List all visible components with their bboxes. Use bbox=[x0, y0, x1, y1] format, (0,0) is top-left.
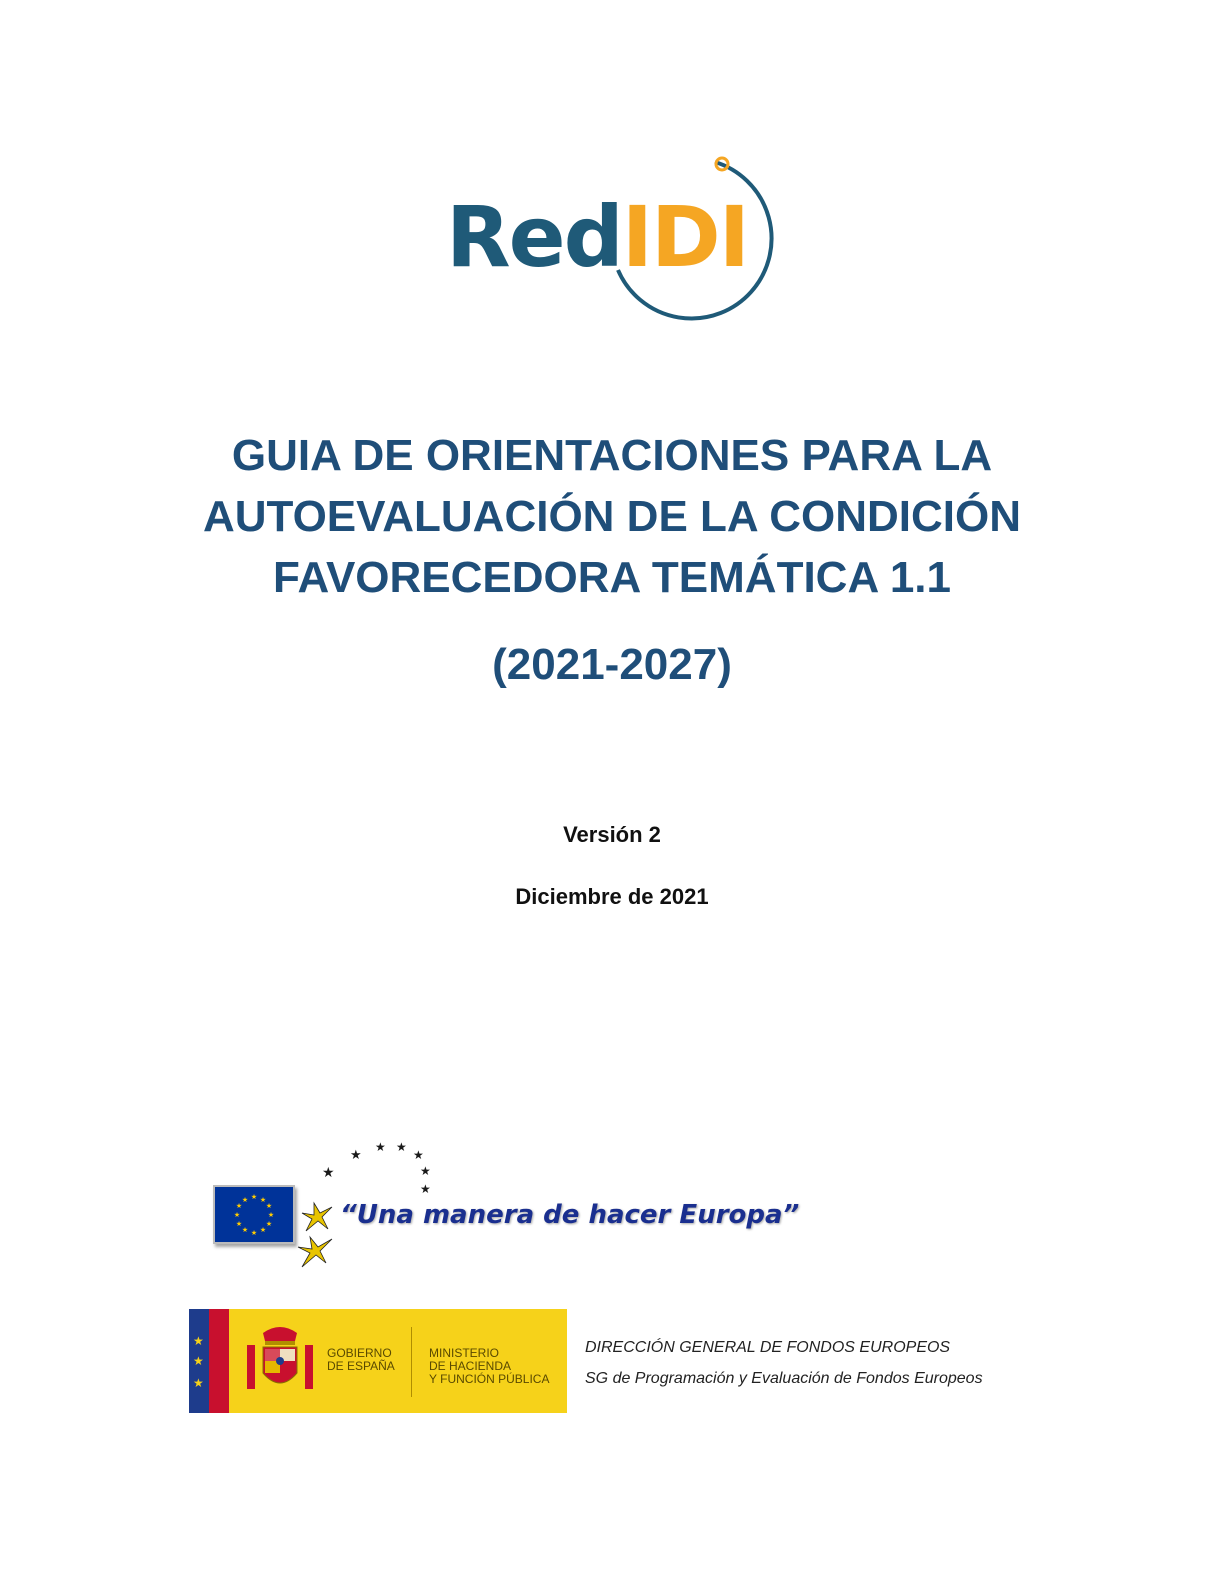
svg-text:★: ★ bbox=[265, 1221, 273, 1228]
svg-text:★: ★ bbox=[250, 1194, 258, 1201]
eu-slogan: “Una manera de hacer Europa” bbox=[340, 1200, 800, 1230]
logo-red-text: Red bbox=[446, 188, 622, 286]
logo-idi-text: IDI bbox=[621, 188, 749, 286]
gobierno-text bbox=[327, 1347, 395, 1373]
svg-text:★: ★ bbox=[322, 1164, 335, 1180]
svg-text:★: ★ bbox=[259, 1227, 267, 1234]
eu-flag-icon bbox=[213, 1185, 295, 1244]
version-label: Versión 2 bbox=[563, 822, 661, 847]
svg-text:★: ★ bbox=[259, 1197, 267, 1204]
eu-spain-flag-strip: ★ ★ ★ bbox=[189, 1309, 229, 1413]
svg-text:★: ★ bbox=[235, 1203, 243, 1210]
ministerio-line-2: DE HACIENDA bbox=[429, 1359, 512, 1373]
svg-text:★: ★ bbox=[250, 1230, 258, 1237]
svg-text:★: ★ bbox=[233, 1212, 241, 1219]
svg-text:★: ★ bbox=[267, 1212, 275, 1219]
svg-text:★: ★ bbox=[241, 1197, 249, 1204]
redidi-logo bbox=[440, 150, 775, 325]
document-title bbox=[150, 425, 1074, 608]
title-line-3: FAVORECEDORA TEMÁTICA 1.1 bbox=[273, 553, 951, 602]
directorate-line-2: SG de Programación y Evaluación de Fondos Europeos bbox=[585, 1370, 983, 1387]
svg-text:★: ★ bbox=[350, 1147, 362, 1162]
title-line-1: GUIA DE ORIENTACIONES PARA LA bbox=[231, 431, 993, 480]
directorate-text bbox=[585, 1332, 983, 1394]
svg-text:★: ★ bbox=[413, 1148, 424, 1162]
ministerio-text bbox=[429, 1347, 549, 1386]
eu-feder-logo bbox=[210, 1135, 800, 1275]
logo-divider bbox=[411, 1327, 412, 1397]
svg-text:★: ★ bbox=[375, 1140, 386, 1154]
coat-of-arms-icon bbox=[241, 1321, 319, 1401]
svg-text:★: ★ bbox=[420, 1164, 431, 1178]
svg-text:★: ★ bbox=[420, 1182, 431, 1196]
gobierno-espana-logo bbox=[189, 1309, 567, 1413]
period-years: (2021-2027) bbox=[492, 640, 732, 689]
redidi-wordmark bbox=[446, 188, 749, 286]
svg-text:★: ★ bbox=[241, 1227, 249, 1234]
title-line-2: AUTOEVALUACIÓN DE LA CONDICIÓN bbox=[202, 492, 1022, 541]
svg-text:★: ★ bbox=[235, 1221, 243, 1228]
ministerio-line-1: MINISTERIO bbox=[429, 1346, 500, 1360]
svg-text:★: ★ bbox=[265, 1203, 273, 1210]
directorate-line-1: DIRECCIÓN GENERAL DE FONDOS EUROPEOS bbox=[585, 1339, 951, 1356]
date-label: Diciembre de 2021 bbox=[515, 884, 709, 909]
gobierno-line-2: DE ESPAÑA bbox=[327, 1359, 395, 1373]
gobierno-line-1: GOBIERNO bbox=[327, 1346, 392, 1360]
ministerio-line-3: Y FUNCIÓN PÚBLICA bbox=[429, 1372, 550, 1386]
svg-text:★: ★ bbox=[396, 1140, 407, 1154]
